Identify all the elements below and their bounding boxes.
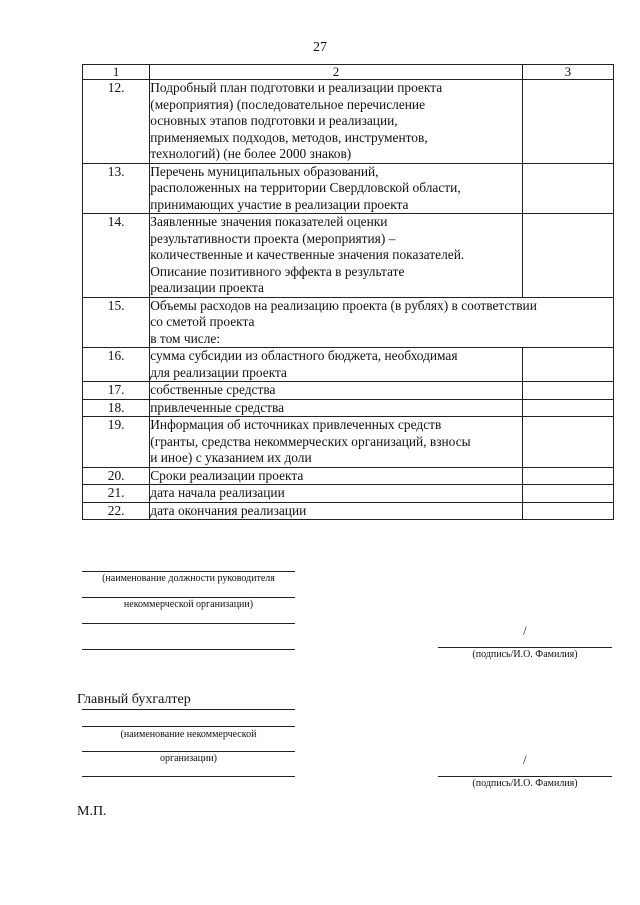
row-number: 22.: [83, 502, 150, 520]
row-value-cell[interactable]: [522, 467, 613, 485]
row-number: 18.: [83, 399, 150, 417]
row-value-cell[interactable]: [522, 80, 613, 164]
row-number: 19.: [83, 417, 150, 468]
position-caption: (наименование должности руководителя: [102, 573, 275, 584]
table-row: [83, 467, 614, 485]
stamp-label: М.П.: [77, 804, 107, 819]
organization-caption: организации): [159, 753, 218, 764]
row-number: 16.: [83, 348, 150, 382]
row-value-cell[interactable]: [522, 502, 613, 520]
table-row: [83, 502, 614, 520]
row-value-cell[interactable]: [522, 214, 613, 298]
table-row: [83, 485, 614, 503]
row-description: дата окончания реализации: [150, 502, 522, 520]
table-row: [83, 399, 614, 417]
signature-caption: (подпись/И.О. Фамилия): [472, 649, 578, 660]
table-row: [83, 163, 614, 214]
accountant-name-line[interactable]: [82, 709, 295, 710]
row-value-cell[interactable]: [522, 382, 613, 400]
page-number: 27: [313, 40, 327, 55]
row-description: Объемы расходов на реализацию проекта (в рублях) в соответствии со сметой проекта в том числе:: [150, 297, 614, 348]
row-value-cell[interactable]: [522, 163, 613, 214]
table-row: [83, 297, 614, 348]
row-description: собственные средства: [150, 382, 522, 400]
row-description: Перечень муниципальных образований, расположенных на территории Свердловской области, принимающих участие в реализации проекта: [150, 163, 522, 214]
row-value-cell[interactable]: [522, 348, 613, 382]
row-number: 15.: [83, 297, 150, 348]
organization-input-line[interactable]: [82, 751, 295, 752]
row-number: 20.: [83, 467, 150, 485]
blank-line[interactable]: [82, 623, 295, 624]
signature-slash: /: [523, 752, 527, 767]
row-description: Заявленные значения показателей оценки результативности проекта (мероприятия) – количественные и качественные значения показателей. Описание позитивного эффекта в результате реализации проекта: [150, 214, 522, 298]
organization-input-line[interactable]: [82, 726, 295, 727]
table-row: [83, 214, 614, 298]
row-description: сумма субсидии из областного бюджета, необходимая для реализации проекта: [150, 348, 522, 382]
row-number: 17.: [83, 382, 150, 400]
organization-caption: (наименование некоммерческой: [120, 729, 257, 740]
row-value-cell[interactable]: [522, 399, 613, 417]
column-header-1: 1: [83, 65, 150, 80]
organization-caption: некоммерческой организации): [123, 599, 254, 610]
position-input-line[interactable]: [82, 571, 295, 572]
row-number: 14.: [83, 214, 150, 298]
column-header-2: 2: [150, 65, 522, 80]
table-row: [83, 80, 614, 164]
table-row: [83, 417, 614, 468]
row-number: 13.: [83, 163, 150, 214]
table-row: [83, 348, 614, 382]
blank-line[interactable]: [82, 649, 295, 650]
application-form-table: [82, 64, 614, 520]
row-description: дата начала реализации: [150, 485, 522, 503]
column-header-3: 3: [522, 65, 613, 80]
organization-input-line[interactable]: [82, 597, 295, 598]
row-description: Сроки реализации проекта: [150, 467, 522, 485]
table-header-row: [83, 65, 614, 80]
signature-caption: (подпись/И.О. Фамилия): [472, 778, 578, 789]
row-description: Информация об источниках привлеченных средств (гранты, средства некоммерческих организаций, взносы и иное) с указанием их доли: [150, 417, 522, 468]
signature-line[interactable]: [438, 647, 612, 648]
row-description: привлеченные средства: [150, 399, 522, 417]
row-value-cell[interactable]: [522, 417, 613, 468]
row-number: 12.: [83, 80, 150, 164]
row-value-cell[interactable]: [522, 485, 613, 503]
chief-accountant-title: Главный бухгалтер: [77, 692, 191, 707]
blank-line[interactable]: [82, 776, 295, 777]
table-row: [83, 382, 614, 400]
row-description: Подробный план подготовки и реализации проекта (мероприятия) (последовательное перечисление основных этапов подготовки и реализации, применяемых подходов, методов, инструментов, технологий) (не более 2000 знаков): [150, 80, 522, 164]
signature-slash: /: [523, 623, 527, 638]
row-number: 21.: [83, 485, 150, 503]
signature-line[interactable]: [438, 776, 612, 777]
